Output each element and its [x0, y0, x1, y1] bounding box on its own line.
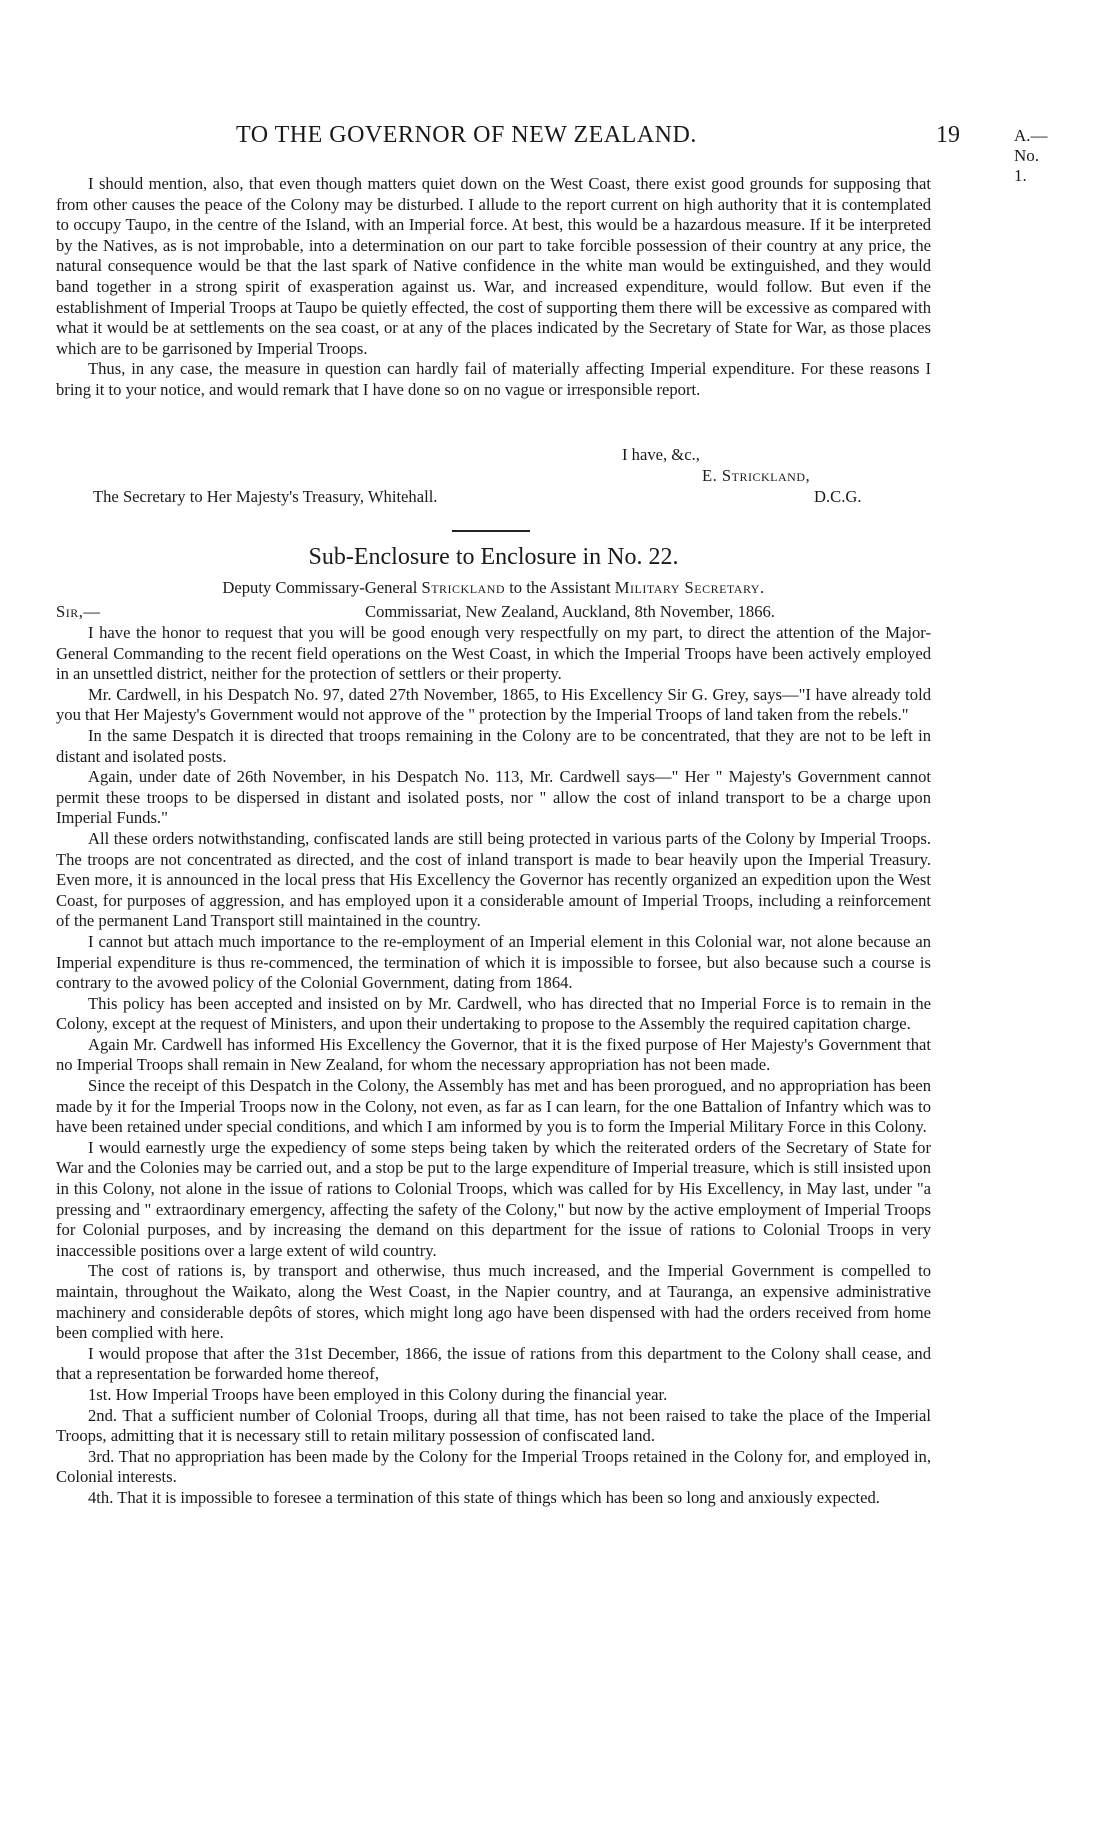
list-item: 2nd. That a sufficient number of Colonial Troops, during all that time, has not been raised to take the place of the Imperial Troops, admitting that it is necessary still to retain military possession of confiscated land. — [56, 1405, 931, 1446]
paragraph: I should mention, also, that even though matters quiet down on the West Coast, there exist good grounds for supposing that from other causes the peace of the Colony may be disturbed. I allude to the report current on high authority that it is contemplated to occupy Taupo, in the centre of the Island, with an Imperial force. At best, this would be a hazardous measure. If it be interpreted by the Natives, as is not improbable, into a determination on our part to take forcible possession of their country at any price, the natural consequence would be that the last spark of Native confidence in the white man would be extinguished, and they would band together in a strong spirit of exasperation against us. War, and increased expenditure, would follow. But even if the establishment of Imperial Troops at Taupo be quietly effected, the cost of supporting them there will be excessive as compared with what it would be at settlements on the sea coast, or at any of the places indicated by the Secretary of State for War, as those places which are to be garrisoned by Imperial Troops. — [56, 174, 931, 358]
addressee: The Secretary to Her Majesty's Treasury, Whitehall. — [93, 487, 438, 506]
paragraph: Thus, in any case, the measure in question can hardly fail of materially affecting Imperial expenditure. For these reasons I bring it to your notice, and would remark that I have done so on no vague or irresponsible report. — [56, 359, 931, 399]
section-byline — [56, 578, 931, 598]
paragraph: I have the honor to request that you will be good enough very respectfully on my part, to direct the attention of the Major-General Commanding to the recent field operations on the West Coast, in which the Imperial Troops have been actively employed in an unsettled district, neither for the protection of settlers or their property. — [56, 623, 931, 684]
paragraph: Mr. Cardwell, in his Despatch No. 97, dated 27th November, 1865, to His Excellency Sir G. Grey, says—"I have already told you that Her Majesty's Government would not approve of the " protection by the Imperial Troops of land taken from the rebels." — [56, 684, 931, 725]
paragraph: All these orders notwithstanding, confiscated lands are still being protected in various parts of the Colony by Imperial Troops. The troops are not concentrated as directed, and the cost of inland transport is made to bear heavily upon the Imperial Treasury. Even more, it is announced in the local press that His Excellency the Governor has recently organized an expedition upon the West Coast, for purposes of aggression, and has employed upon it a considerable amount of Imperial Troops, including a reinforcement of the permanent Land Transport still maintained in the country. — [56, 828, 931, 931]
signatory-title: D.C.G. — [814, 487, 862, 506]
letter-body — [56, 174, 931, 401]
section-heading: Sub-Enclosure to Enclosure in No. 22. — [308, 544, 679, 570]
document-reference: A.—No. 1. — [1014, 126, 1048, 185]
byline-middle: to the Assistant — [509, 578, 611, 597]
byline-prefix: Deputy Commissary-General — [222, 578, 418, 597]
paragraph: Again Mr. Cardwell has informed His Excellency the Governor, that it is the fixed purpose of Her Majesty's Government that no Imperial Troops shall remain in New Zealand, for whom the necessary appropriation has not been made. — [56, 1034, 931, 1075]
closing-line: I have, &c., — [622, 445, 700, 464]
dateline: Commissariat, New Zealand, Auckland, 8th November, 1866. — [365, 602, 775, 621]
paragraph: I cannot but attach much importance to the re-employment of an Imperial element in this Colonial war, not alone because an Imperial expenditure is thus re-commenced, the termination of which it is impossible to forsee, but also because such a course is contrary to the avowed policy of the Colonial Government, dating from 1864. — [56, 931, 931, 993]
list-item: 1st. How Imperial Troops have been employed in this Colony during the financial year. — [88, 1384, 668, 1404]
paragraph: Since the receipt of this Despatch in the Colony, the Assembly has met and has been prorogued, and no appropriation has been made by it for the Imperial Troops now in the Colony, not even, as far as I can learn, for the one Battalion of Infantry which was to have been retained under special conditions, and which I am informed by you is to form the Imperial Military Force in this Colony. — [56, 1076, 931, 1137]
paragraph: I would earnestly urge the expediency of some steps being taken by which the reiterated orders of the Secretary of State for War and the Colonies may be carried out, and a stop be put to the large expenditure of Imperial treasure, which is still insisted upon in this Colony, not alone in the issue of rations to Colonial Troops, which was called for by His Excellency, in May last, under "a pressing and " extraordinary emergency, affecting the safety of the Colony," but now by the active employment of Imperial Troops for Colonial purposes, and by increasing the demand on this department for the issue of rations to Colonial Troops in very inaccessible positions over a large extent of wild country. — [56, 1137, 931, 1260]
page-header — [56, 122, 1056, 185]
salutation: Sir,— — [56, 602, 101, 621]
list-item: 3rd. That no appropriation has been made by the Colony for the Imperial Troops retained in the Colony for, and employed in, Colonial interests. — [56, 1446, 931, 1487]
paragraph: In the same Despatch it is directed that troops remaining in the Colony are to be concentrated, that they are not to be left in distant and isolated posts. — [56, 725, 931, 766]
signatory-name: E. Strickland, — [702, 466, 811, 485]
paragraph: The cost of rations is, by transport and otherwise, thus much increased, and the Imperial Government is compelled to maintain, throughout the Waikato, along the West Coast, in the Napier country, and at Tauranga, an expensive administrative machinery and considerable depôts of stores, which might long ago have been dispensed with had the orders received from home been complied with here. — [56, 1261, 931, 1343]
running-title: TO THE GOVERNOR OF NEW ZEALAND. — [236, 122, 697, 148]
list-item: 4th. That it is impossible to foresee a termination of this state of things which has been so long and anxiously expected. — [88, 1487, 880, 1507]
sub-enclosure-body — [56, 623, 931, 1509]
paragraph: I would propose that after the 31st December, 1866, the issue of rations from this department to the Colony shall cease, and that a representation be forwarded home thereof, — [56, 1343, 931, 1384]
byline-sender: Strickland — [421, 578, 506, 597]
byline-recipient: Military Secretary. — [614, 578, 765, 597]
paragraph: This policy has been accepted and insisted on by Mr. Cardwell, who has directed that no Imperial Force is to remain in the Colony, except at the request of Ministers, and upon their undertaking to propose to the Assembly the required capitation charge. — [56, 993, 931, 1034]
section-divider — [452, 530, 530, 532]
page-number: 19 — [936, 122, 960, 148]
paragraph: Again, under date of 26th November, in his Despatch No. 113, Mr. Cardwell says—" Her " Majesty's Government cannot permit these troops to be dispersed in distant and isolated posts, nor " allow the cost of inland transport to be a charge upon Imperial Funds." — [56, 767, 931, 828]
